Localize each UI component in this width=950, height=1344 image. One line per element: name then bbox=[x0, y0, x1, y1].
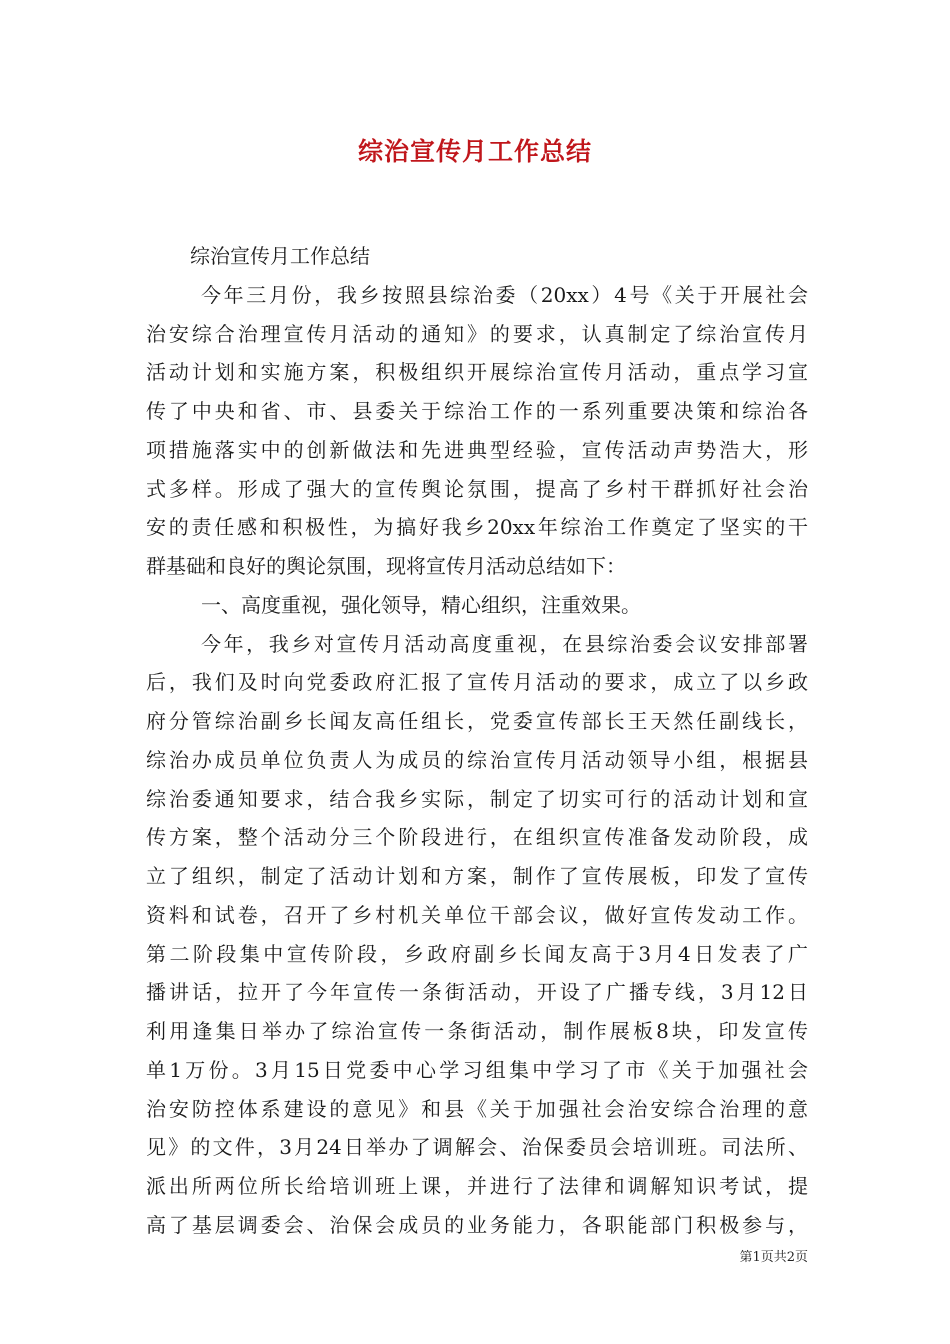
paragraph-line: 项措施落实中的创新做法和先进典型经验，宣传活动声势浩大，形 bbox=[146, 437, 808, 462]
paragraph-line: 今年，我乡对宣传月活动高度重视，在县综治委会议安排部署 bbox=[201, 631, 808, 656]
paragraph-line: 府分管综治副乡长闻友高任组长，党委宣传部长王天然任副线长， bbox=[146, 709, 808, 733]
paragraph-line: 治安防控体系建设的意见》和县《关于加强社会治安综合治理的意 bbox=[146, 1096, 808, 1121]
paragraph-line: 综治办成员单位负责人为成员的综治宣传月活动领导小组，根据县 bbox=[146, 747, 808, 772]
paragraph-line: 单1万份。3月15日党委中心学习组集中学习了市《关于加强社会 bbox=[146, 1057, 808, 1082]
paragraph-line: 传了中央和省、市、县委关于综治工作的一系列重要决策和综治各 bbox=[146, 399, 808, 423]
paragraph-line: 综治委通知要求，结合我乡实际，制定了切实可行的活动计划和宣 bbox=[146, 786, 808, 811]
paragraph-line: 群基础和良好的舆论氛围，现将宣传月活动总结如下： bbox=[146, 554, 626, 578]
page-title: 综治宣传月工作总结 bbox=[357, 137, 592, 166]
paragraph-line: 立了组织，制定了活动计划和方案，制作了宣传展板，印发了宣传 bbox=[146, 864, 808, 888]
paragraph-line: 资料和试卷，召开了乡村机关单位干部会议，做好宣传发动工作。 bbox=[146, 902, 808, 927]
paragraph-line: 式多样。形成了强大的宣传舆论氛围，提高了乡村干群抓好社会治 bbox=[146, 476, 808, 501]
paragraph-line: 利用逢集日举办了综治宣传一条街活动，制作展板8块，印发宣传 bbox=[146, 1019, 808, 1043]
paragraph-line: 后，我们及时向党委政府汇报了宣传月活动的要求，成立了以乡政 bbox=[146, 670, 808, 695]
paragraph-line: 第二阶段集中宣传阶段，乡政府副乡长闻友高于3月4日发表了广 bbox=[146, 941, 808, 966]
paragraph-line: 高了基层调委会、治保会成员的业务能力，各职能部门积极参与， bbox=[146, 1212, 808, 1237]
doc-heading-line: 综治宣传月工作总结 bbox=[190, 244, 370, 268]
paragraph-line: 传方案，整个活动分三个阶段进行，在组织宣传准备发动阶段，成 bbox=[146, 825, 808, 850]
paragraph-line: 活动计划和实施方案，积极组织开展综治宣传月活动，重点学习宣 bbox=[146, 360, 808, 385]
paragraph-line: 安的责任感和积极性，为搞好我乡20xx年综治工作奠定了坚实的干 bbox=[146, 515, 808, 540]
paragraph-line: 今年三月份，我乡按照县综治委（20xx）4号《关于开展社会 bbox=[201, 282, 808, 307]
paragraph-line: 派出所两位所长给培训班上课，并进行了法律和调解知识考试，提 bbox=[146, 1174, 808, 1198]
paragraph-line: 播讲话，拉开了今年宣传一条街活动，开设了广播专线，3月12日 bbox=[146, 980, 808, 1005]
paragraph-line: 治安综合治理宣传月活动的通知》的要求，认真制定了综治宣传月 bbox=[146, 321, 808, 346]
document-body bbox=[146, 237, 808, 1245]
section-heading-line: 一、高度重视，强化领导，精心组织，注重效果。 bbox=[201, 592, 641, 617]
paragraph-line: 见》的文件，3月24日举办了调解会、治保委员会培训班。司法所、 bbox=[146, 1135, 808, 1160]
page-number: 第1页共2页 bbox=[739, 1250, 808, 1265]
